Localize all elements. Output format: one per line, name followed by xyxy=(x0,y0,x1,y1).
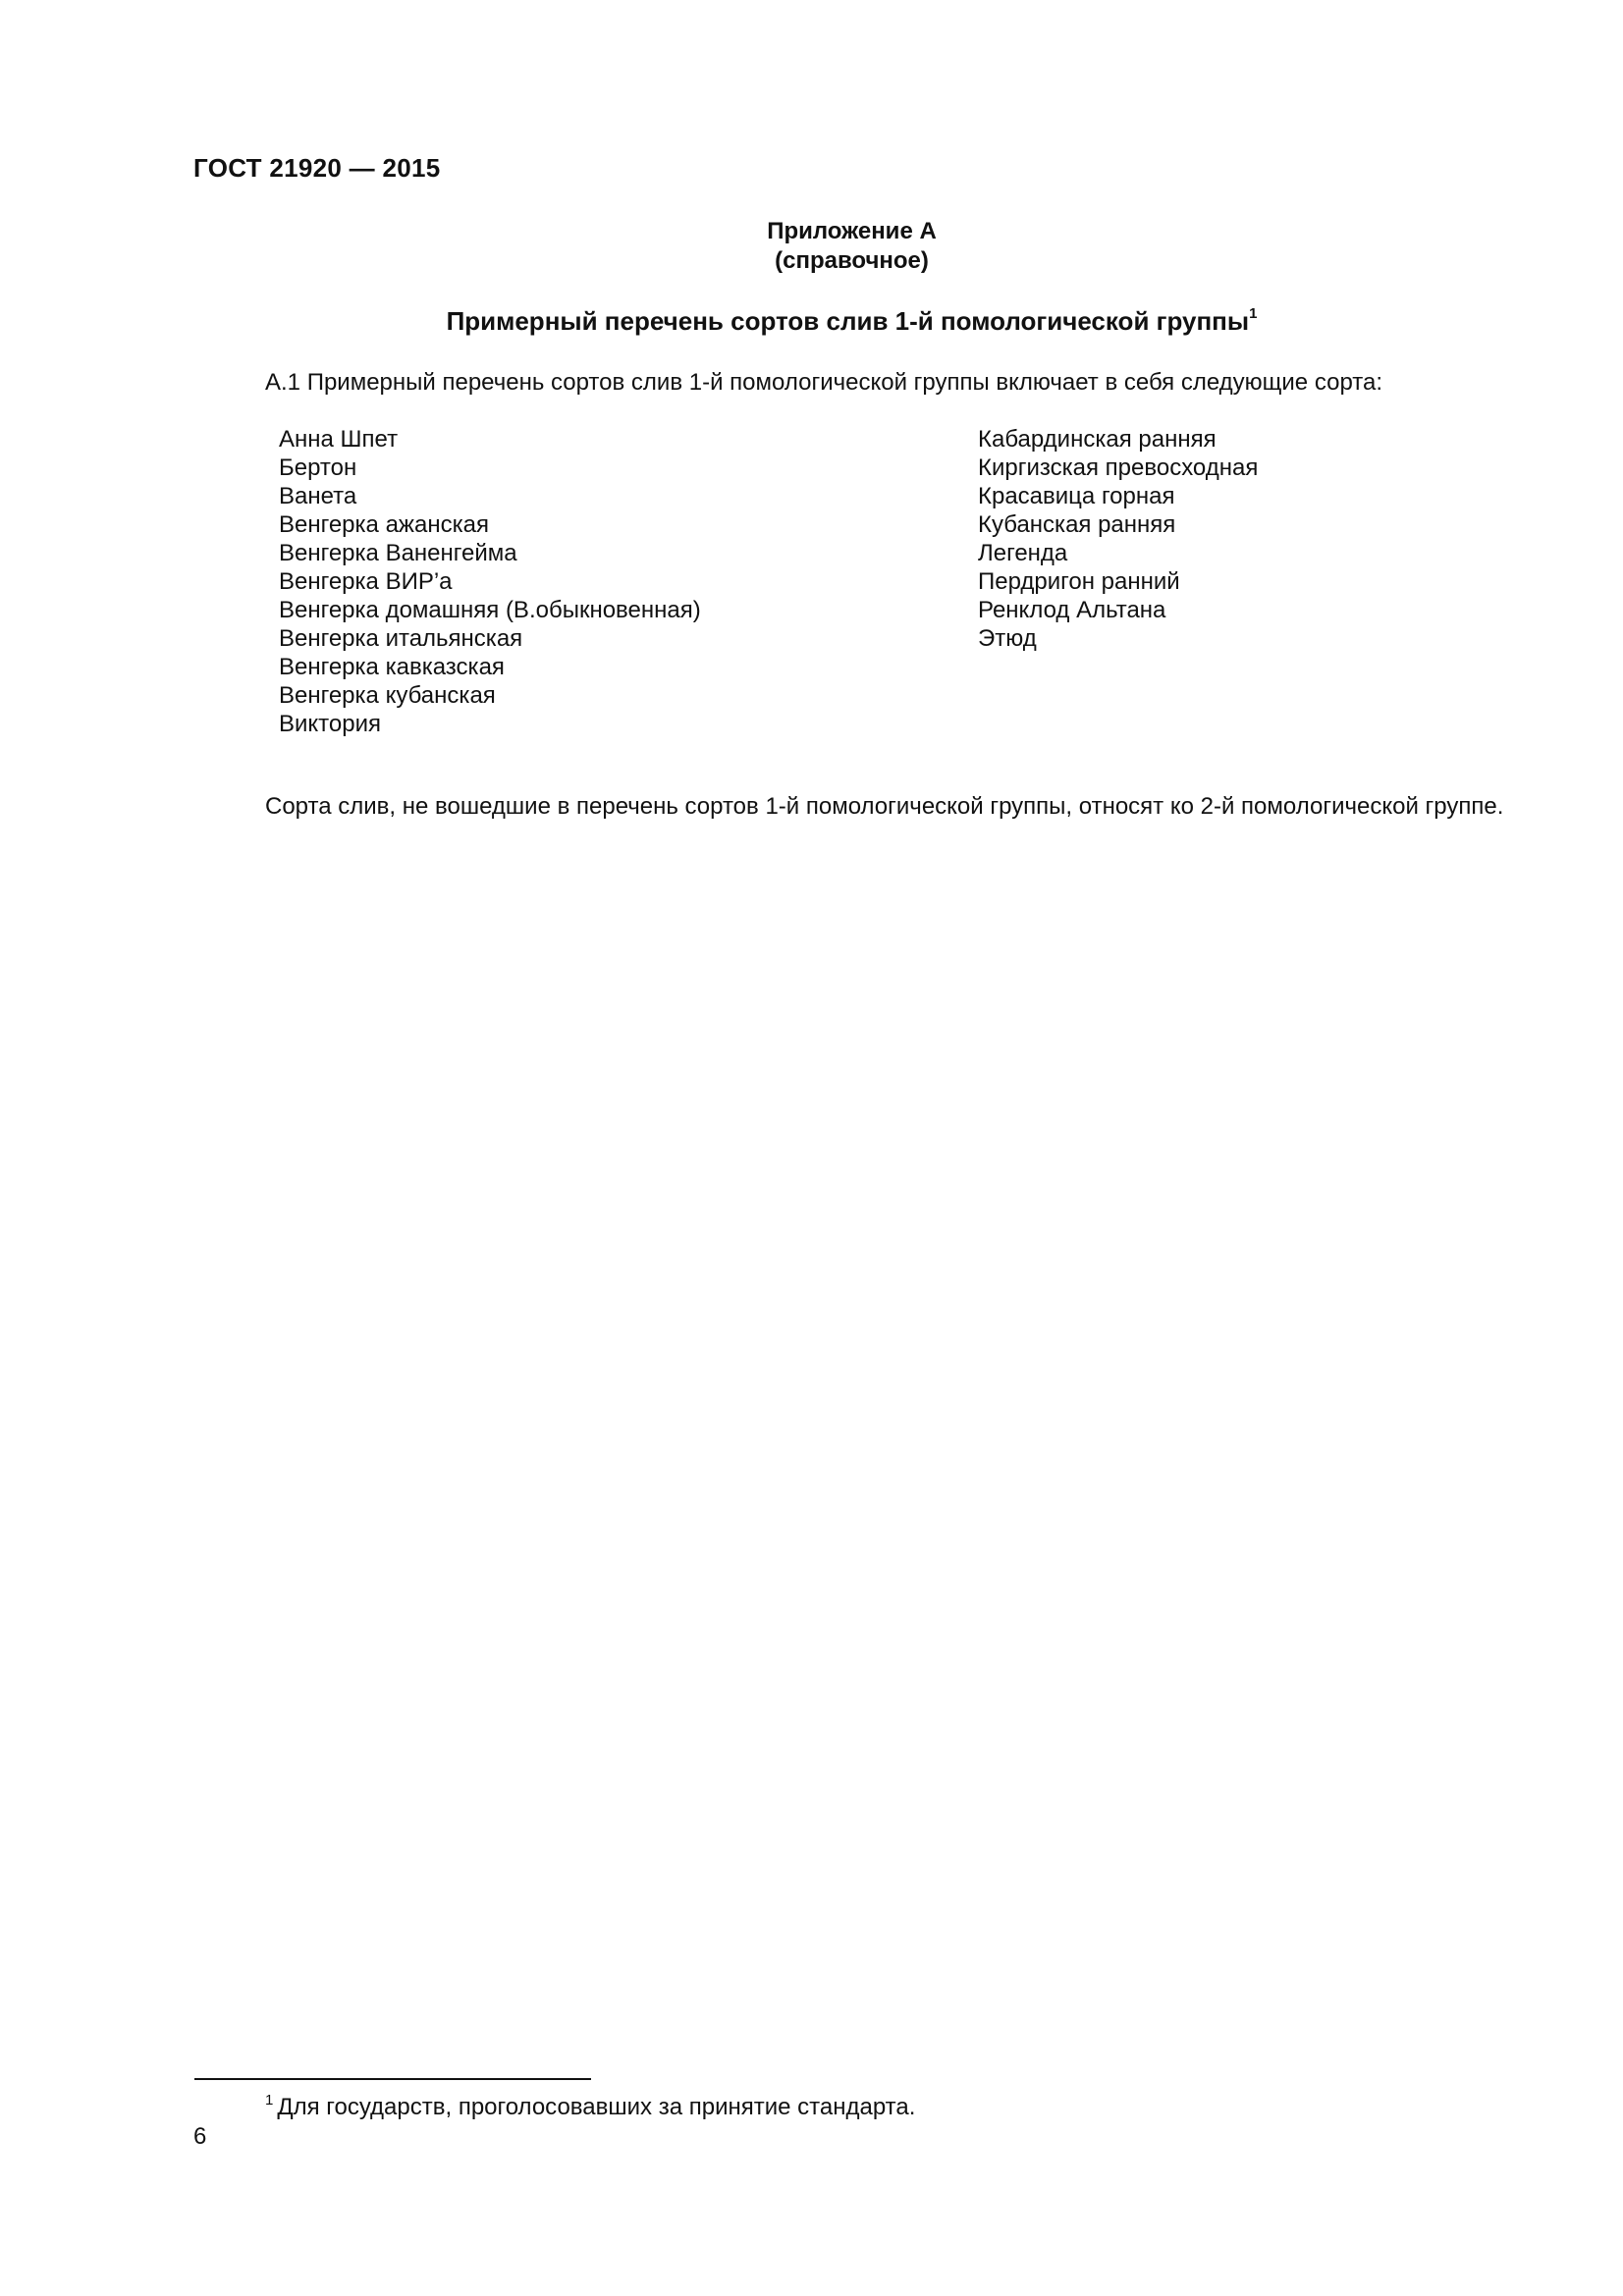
list-item: Ванета xyxy=(279,483,357,509)
list-item: Легенда xyxy=(978,540,1068,566)
variety-list-left xyxy=(279,425,701,738)
footnote-text: Для государств, проголосовавших за принятие стандарта. xyxy=(277,2094,916,2120)
list-item: Венгерка Ваненгейма xyxy=(279,540,517,566)
footnote-divider xyxy=(194,2078,591,2080)
list-item: Венгерка итальянская xyxy=(279,625,523,652)
list-item: Кубанская ранняя xyxy=(978,511,1176,538)
section-title xyxy=(0,306,1623,337)
list-item: Ренклод Альтана xyxy=(978,597,1166,623)
appendix-title: Приложение А xyxy=(767,218,937,244)
section-title-text: Примерный перечень сортов слив 1-й помологической группы xyxy=(446,306,1250,336)
list-item: Пердригон ранний xyxy=(978,568,1180,595)
footnote-reference: 1 xyxy=(1249,305,1258,322)
footnote xyxy=(265,2094,915,2121)
list-item: Виктория xyxy=(279,711,382,737)
closing-paragraph: Сорта слив, не вошедшие в перечень сортов 1-й помологической группы, относят ко 2-й помологической группе. xyxy=(265,793,1504,820)
list-item: Красавица горная xyxy=(978,483,1175,509)
appendix-type: (справочное) xyxy=(775,247,929,274)
list-item: Венгерка ажанская xyxy=(279,511,489,538)
footnote-mark: 1 xyxy=(265,2092,274,2109)
list-item: Венгерка домашняя (В.обыкновенная) xyxy=(279,597,701,623)
list-item: Венгерка кубанская xyxy=(279,682,496,709)
document-header: ГОСТ 21920 — 2015 xyxy=(193,153,441,183)
page-number: 6 xyxy=(193,2123,207,2150)
intro-paragraph: А.1 Примерный перечень сортов слив 1-й помологической группы включает в себя следующие сорта: xyxy=(265,369,1382,396)
list-item: Бертон xyxy=(279,454,357,481)
list-item: Этюд xyxy=(978,625,1037,652)
list-item: Венгерка ВИР’а xyxy=(279,568,453,595)
list-item: Анна Шпет xyxy=(279,426,399,453)
variety-list-right xyxy=(978,425,1258,653)
list-item: Венгерка кавказская xyxy=(279,654,505,680)
list-item: Киргизская превосходная xyxy=(978,454,1259,481)
list-item: Кабардинская ранняя xyxy=(978,426,1217,453)
